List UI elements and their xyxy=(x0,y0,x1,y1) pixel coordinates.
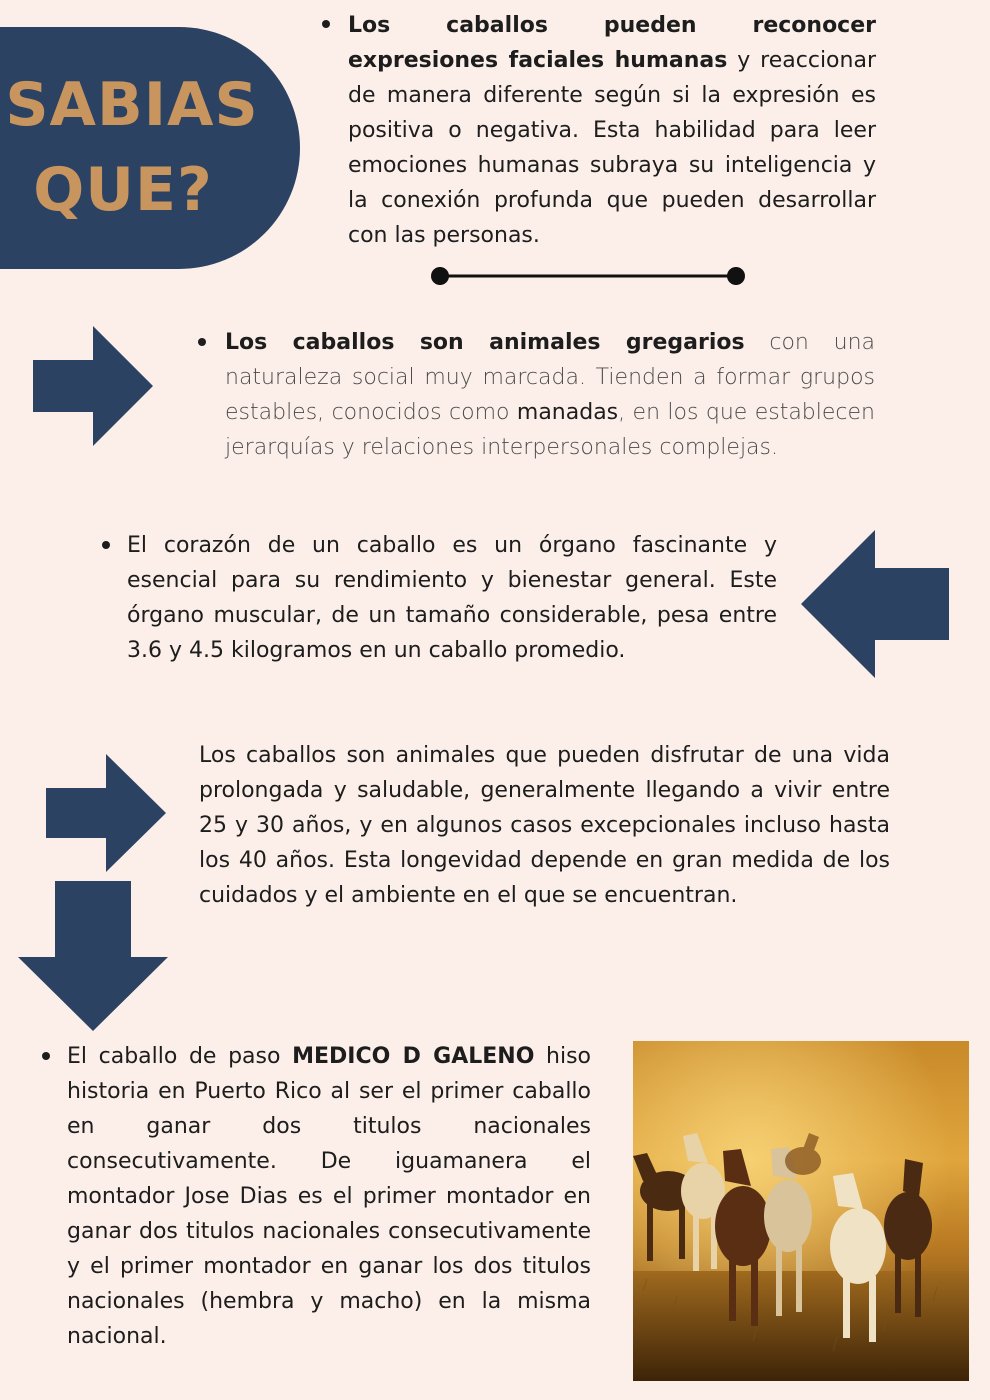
fact-5 xyxy=(67,1039,591,1354)
fact-5-pre: El caballo de paso xyxy=(67,1044,293,1069)
fact-5-bold: MEDICO D GALENO xyxy=(292,1044,535,1069)
fact-5-text: hiso historia en Puerto Rico al ser el primer caballo en ganar dos titulos nacionales consecutivamente. De iguamanera el montador Jose Dias es el primer montador en ganar dos titulos nacionales consecutivamente y el primer montador en ganar los dos titulos nacionales (hembra y macho) en la misma nacional. xyxy=(67,1044,592,1349)
arrow-right-icon xyxy=(46,754,166,872)
fact-4-text: Los caballos son animales que pueden disfrutar de una vida prolongada y saludable, generalmente llegando a vivir entre 25 y 30 años, y en algunos casos excepcionales incluso hasta los 40 años. Esta longevidad depende en gran medida de los cuidados y el ambiente en el que se encuentran. xyxy=(199,743,890,908)
divider-icon xyxy=(428,264,748,288)
fact-2-text-a: con una naturaleza social muy marcada. Tienden a formar grupos estables, conocidos como xyxy=(225,330,875,425)
fact-2-strong: manadas xyxy=(516,400,619,425)
fact-1-bold: Los caballos pueden reconocer expresiones faciales humanas xyxy=(348,13,876,73)
bullet-dot xyxy=(102,541,110,549)
fact-2-text-b: , en los que establecen jerarquías y relaciones interpersonales complejas. xyxy=(225,400,875,460)
sabias-que-badge xyxy=(0,27,300,269)
bullet-dot xyxy=(42,1052,50,1060)
arrow-down-icon xyxy=(18,881,168,1031)
arrow-right-icon xyxy=(33,326,153,446)
badge-line-2: QUE? xyxy=(33,155,213,225)
horses-photo xyxy=(633,1041,969,1381)
fact-3 xyxy=(127,528,777,668)
arrow-left-icon xyxy=(801,530,949,678)
bullet-dot xyxy=(322,20,330,28)
fact-1 xyxy=(348,8,876,253)
bullet-dot xyxy=(198,338,206,346)
fact-1-text: y reaccionar de manera diferente según si la expresión es positiva o negativa. Esta habilidad para leer emociones humanas subraya su inteligencia y la conexión profunda que pueden desarrollar con las personas. xyxy=(348,48,876,248)
fact-2-bold: Los caballos son animales gregarios xyxy=(225,330,745,355)
fact-2 xyxy=(225,325,875,465)
fact-4 xyxy=(199,738,890,913)
fact-3-text: El corazón de un caballo es un órgano fascinante y esencial para su rendimiento y bienestar general. Este órgano muscular, de un tamaño considerable, pesa entre 3.6 y 4.5 kilogramos en un caballo promedio. xyxy=(127,533,777,663)
badge-line-1: SABIAS xyxy=(5,69,259,140)
